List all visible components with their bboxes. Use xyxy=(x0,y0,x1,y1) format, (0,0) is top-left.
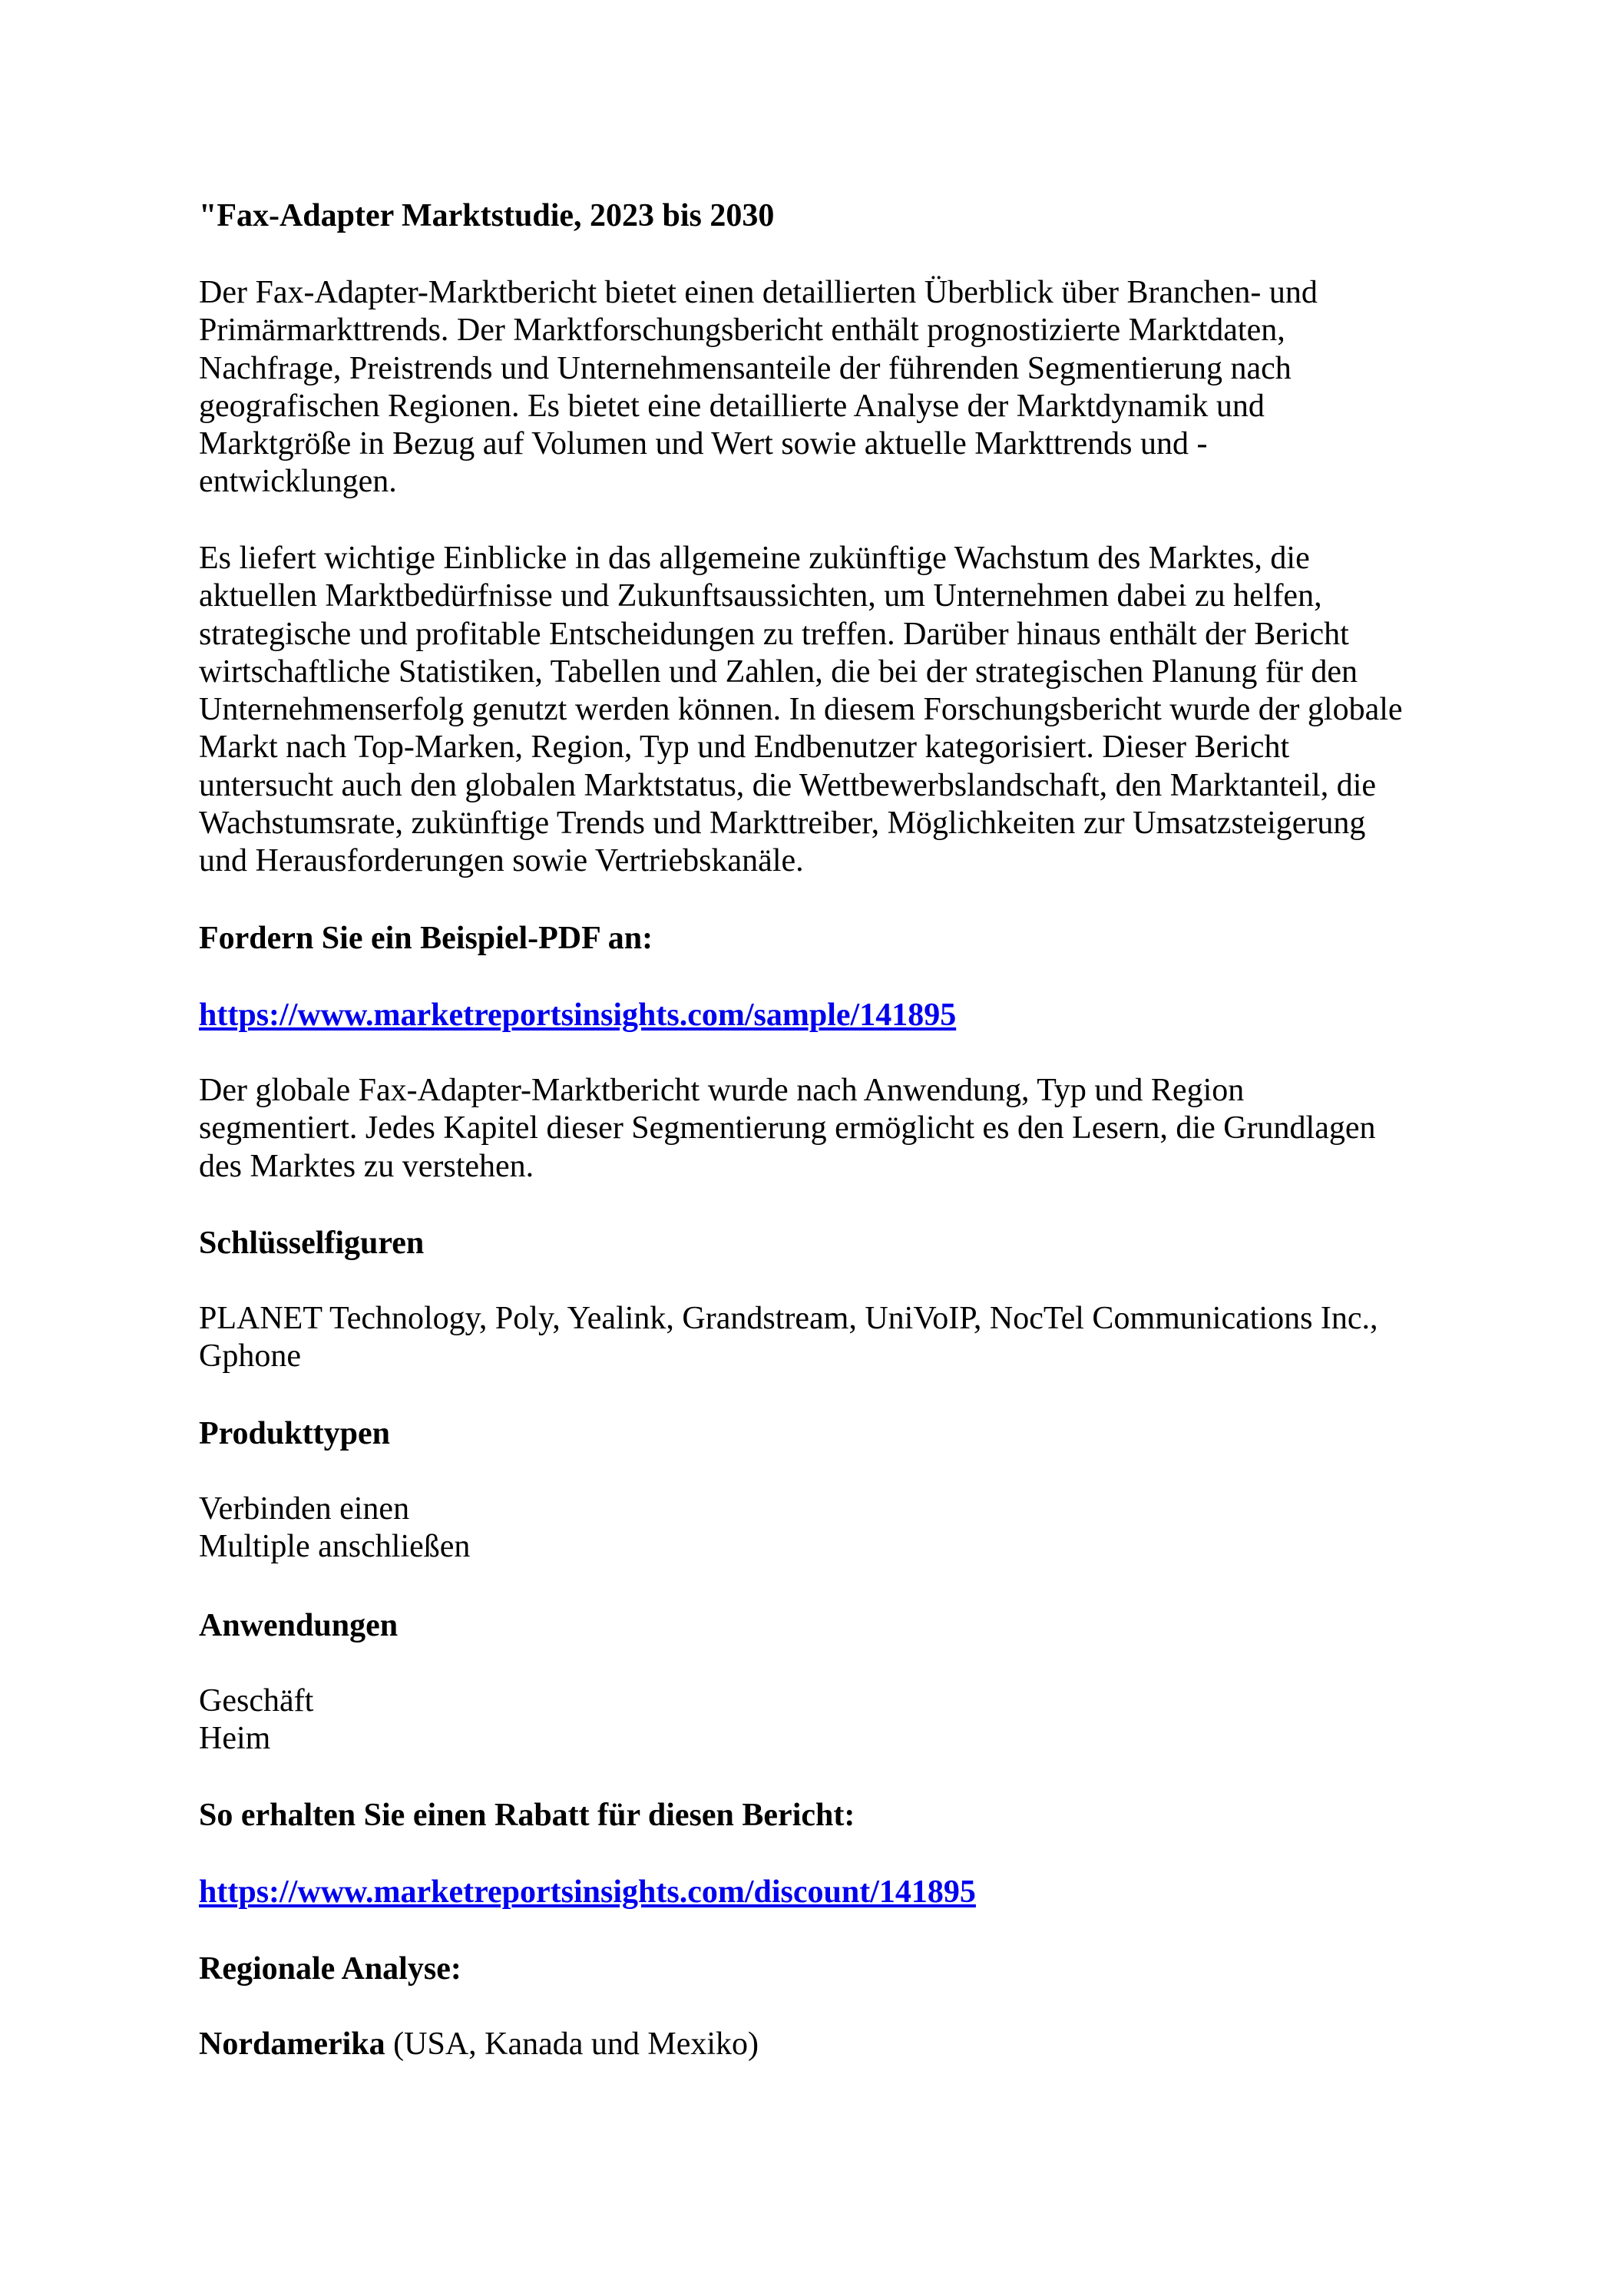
text-line: des Marktes zu verstehen. xyxy=(199,1148,534,1184)
intro-paragraph xyxy=(199,274,1318,501)
segmentation-paragraph xyxy=(199,1072,1376,1186)
product-types-heading: Produkttypen xyxy=(199,1416,390,1451)
text-line: geografischen Regionen. Es bietet eine detaillierte Analyse der Marktdynamik und xyxy=(199,388,1265,424)
text-line: aktuellen Marktbedürfnisse und Zukunftsaussichten, um Unternehmen dabei zu helfen, xyxy=(199,578,1322,614)
region-line xyxy=(199,2026,759,2063)
text-line: strategische und profitable Entscheidungen zu treffen. Darüber hinaus enthält der Bericht xyxy=(199,616,1349,652)
text-line: wirtschaftliche Statistiken, Tabellen und Zahlen, die bei der strategischen Planung für den xyxy=(199,653,1358,690)
text-line: PLANET Technology, Poly, Yealink, Grandstream, UniVoIP, NocTel Communications Inc., xyxy=(199,1301,1378,1336)
list-item: Heim xyxy=(199,1721,271,1757)
discount-link[interactable]: https://www.marketreportsinsights.com/discount/141895 xyxy=(199,1874,976,1910)
text-line: Wachstumsrate, zukünftige Trends und Markttreiber, Möglichkeiten zur Umsatzsteigerung xyxy=(199,806,1366,842)
text-line: Gphone xyxy=(199,1338,301,1375)
text-line: Der globale Fax-Adapter-Marktbericht wurde nach Anwendung, Typ und Region xyxy=(199,1073,1245,1108)
discount-heading: So erhalten Sie einen Rabatt für diesen Bericht: xyxy=(199,1798,855,1833)
list-item: Verbinden einen xyxy=(199,1491,410,1527)
text-line: Primärmarkttrends. Der Marktforschungsbericht enthält prognostizierte Marktdaten, xyxy=(199,313,1285,349)
text-line: untersucht auch den globalen Marktstatus, die Wettbewerbslandschaft, den Marktanteil, die xyxy=(199,767,1377,803)
text-line: Der Fax-Adapter-Marktbericht bietet einen detaillierten Überblick über Branchen- und xyxy=(199,275,1318,310)
document-title: "Fax-Adapter Marktstudie, 2023 bis 2030 xyxy=(199,198,775,233)
regional-heading: Regionale Analyse: xyxy=(199,1951,461,1987)
text-line: Marktgröße in Bezug auf Volumen und Wert sowie aktuelle Markttrends und - xyxy=(199,426,1208,462)
text-line: entwicklungen. xyxy=(199,464,397,500)
text-line: Nachfrage, Preistrends und Unternehmensanteile der führenden Segmentierung nach xyxy=(199,350,1292,386)
sample-link[interactable]: https://www.marketreportsinsights.com/sample/141895 xyxy=(199,997,957,1033)
text-line: Unternehmenserfolg genutzt werden können. In diesem Forschungsbericht wurde der globale xyxy=(199,692,1403,728)
text-line: segmentiert. Jedes Kapitel dieser Segmentierung ermöglicht es den Lesern, die Grundlagen xyxy=(199,1110,1376,1146)
applications-list xyxy=(199,1682,313,1758)
text-line: und Herausforderungen sowie Vertriebskanäle. xyxy=(199,843,804,879)
insight-paragraph xyxy=(199,540,1403,881)
applications-heading: Anwendungen xyxy=(199,1608,399,1643)
text-line: Es liefert wichtige Einblicke in das allgemeine zukünftige Wachstum des Marktes, die xyxy=(199,541,1310,576)
region-detail: (USA, Kanada und Mexiko) xyxy=(385,2026,759,2062)
list-item: Multiple anschließen xyxy=(199,1529,471,1565)
key-players-heading: Schlüsselfiguren xyxy=(199,1226,425,1261)
product-types-list xyxy=(199,1490,470,1567)
sample-heading: Fordern Sie ein Beispiel-PDF an: xyxy=(199,921,653,956)
region-name: Nordamerika xyxy=(199,2026,385,2062)
text-line: Markt nach Top-Marken, Region, Typ und Endbenutzer kategorisiert. Dieser Bericht xyxy=(199,729,1290,766)
key-players-list xyxy=(199,1300,1378,1376)
list-item: Geschäft xyxy=(199,1683,314,1719)
